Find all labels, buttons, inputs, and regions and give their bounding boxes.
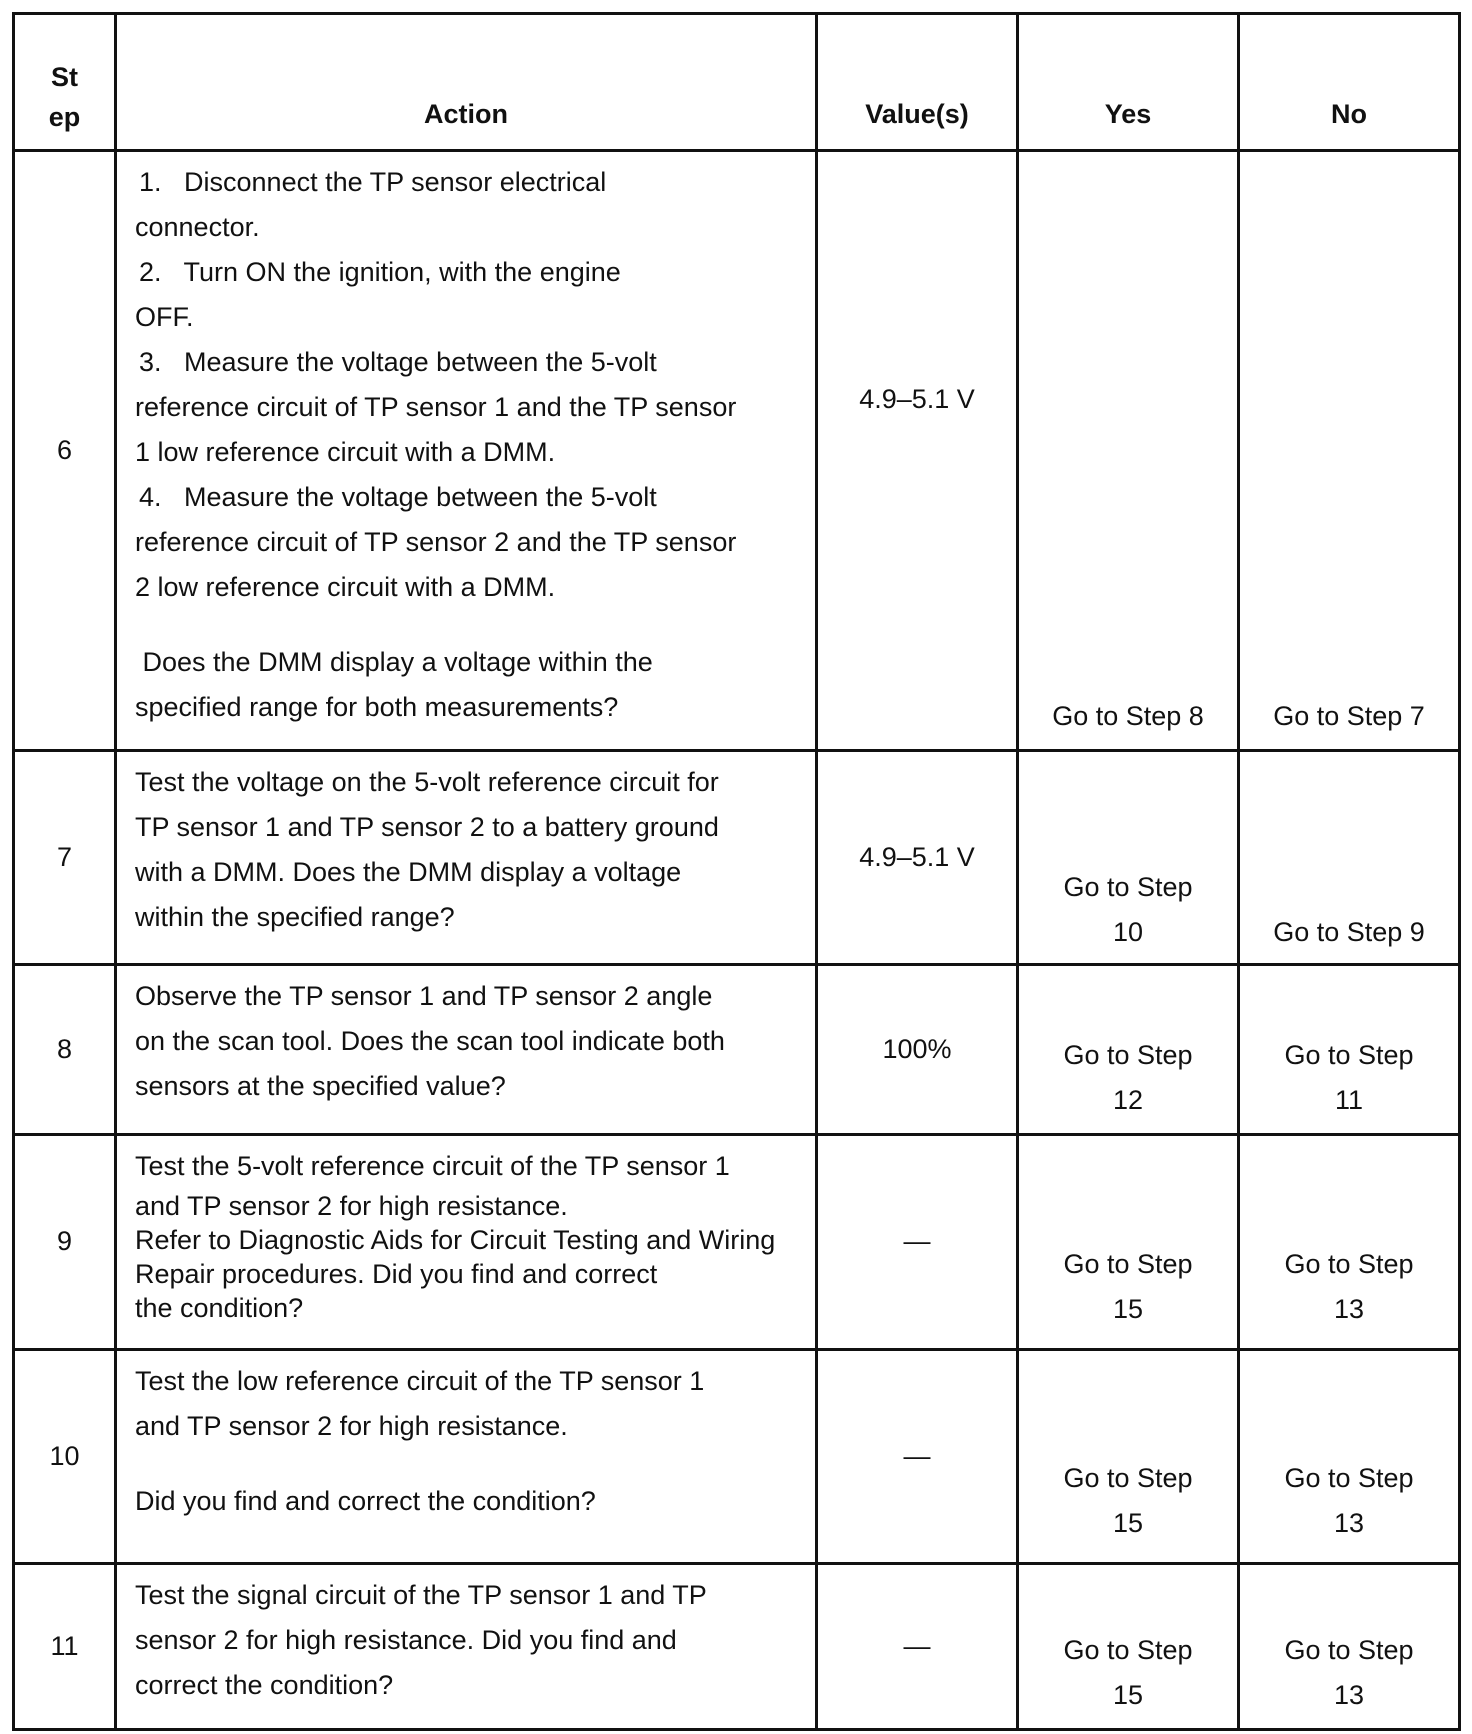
- action-line: Did you find and correct the condition?: [135, 1485, 596, 1516]
- yes-line: Go to Step: [1063, 1635, 1193, 1665]
- action-line: Observe the TP sensor 1 and TP sensor 2 angle: [135, 981, 713, 1012]
- action-cell: [116, 1349, 817, 1564]
- yes-cell: [1018, 1349, 1239, 1564]
- yes-line: 10: [1112, 917, 1144, 948]
- yes-line: 15: [1112, 1293, 1144, 1324]
- no-line: Go to Step: [1284, 1635, 1414, 1665]
- action-line: Repair procedures. Did you find and correct: [135, 1259, 658, 1290]
- header-action: Action: [116, 14, 817, 151]
- action-line: and TP sensor 2 for high resistance.: [135, 1191, 568, 1222]
- action-line: and TP sensor 2 for high resistance.: [135, 1410, 568, 1441]
- table-row-step-6: [14, 150, 1460, 750]
- table-row-step-8: [14, 965, 1460, 1135]
- no-cell: [1239, 965, 1460, 1135]
- action-line: reference circuit of TP sensor 1 and the TP sensor: [135, 391, 737, 422]
- value-cell: 4.9–5.1 V: [817, 750, 1018, 965]
- action-line: 1 low reference circuit with a DMM.: [135, 436, 556, 467]
- step-number: 10: [14, 1349, 116, 1564]
- action-line: on the scan tool. Does the scan tool indicate both: [135, 1026, 725, 1057]
- action-line: within the specified range?: [135, 901, 455, 932]
- action-line: connector.: [135, 211, 260, 242]
- yes-line: Go to Step: [1063, 872, 1193, 903]
- yes-cell: [1018, 750, 1239, 965]
- action-cell: [116, 965, 817, 1135]
- action-line: 3. Measure the voltage between the 5-volt: [139, 346, 657, 377]
- action-line: 4. Measure the voltage between the 5-volt: [139, 481, 657, 512]
- step-number: 6: [14, 150, 116, 750]
- yes-cell: [1018, 1135, 1239, 1350]
- no-line: 13: [1333, 1680, 1365, 1710]
- no-cell: [1239, 1349, 1460, 1564]
- action-line: Refer to Diagnostic Aids for Circuit Testing and Wiring: [135, 1225, 776, 1256]
- step-number: 9: [14, 1135, 116, 1350]
- action-line: OFF.: [135, 301, 194, 332]
- action-line: 2. Turn ON the ignition, with the engine: [139, 256, 621, 287]
- action-line: with a DMM. Does the DMM display a voltage: [135, 856, 682, 887]
- no-line: 11: [1334, 1085, 1364, 1116]
- no-line: Go to Step: [1284, 1248, 1414, 1279]
- action-line: specified range for both measurements?: [135, 691, 619, 722]
- no-line: Go to Step: [1284, 1040, 1414, 1071]
- header-yes: Yes: [1018, 14, 1239, 151]
- action-line: sensors at the specified value?: [135, 1071, 506, 1102]
- yes-line: Go to Step: [1063, 1248, 1193, 1279]
- action-line: reference circuit of TP sensor 2 and the TP sensor: [135, 526, 737, 557]
- no-cell: [1239, 1135, 1460, 1350]
- action-line: Test the voltage on the 5-volt reference circuit for: [135, 766, 719, 797]
- yes-line: Go to Step: [1063, 1040, 1193, 1071]
- no-line: 13: [1333, 1293, 1365, 1324]
- header-no: No: [1239, 14, 1460, 151]
- yes-line: 15: [1112, 1508, 1144, 1539]
- no-line: 13: [1333, 1508, 1365, 1539]
- header-values: Value(s): [817, 14, 1018, 151]
- action-line: sensor 2 for high resistance. Did you find and: [135, 1625, 677, 1656]
- yes-line: 12: [1112, 1085, 1144, 1116]
- step-number: 7: [14, 750, 116, 965]
- header-step-line2: ep: [48, 101, 81, 132]
- yes-line: 15: [1112, 1680, 1144, 1710]
- value-cell: —: [817, 1564, 1018, 1730]
- table-row-step-9: [14, 1135, 1460, 1350]
- header-step-line1: St: [51, 61, 78, 92]
- no-line: Go to Step: [1284, 1463, 1414, 1494]
- value-cell: —: [817, 1349, 1018, 1564]
- action-line: Test the 5-volt reference circuit of the TP sensor 1: [135, 1151, 730, 1182]
- action-cell: [116, 150, 817, 750]
- table-row-step-7: [14, 750, 1460, 965]
- action-line: the condition?: [135, 1293, 304, 1324]
- no-cell: Go to Step 9: [1239, 750, 1460, 965]
- no-cell: Go to Step 7: [1239, 150, 1460, 750]
- value-cell: —: [817, 1135, 1018, 1350]
- header-row: [14, 14, 1460, 151]
- header-step: [14, 14, 116, 151]
- no-cell: [1239, 1564, 1460, 1730]
- yes-cell: [1018, 1564, 1239, 1730]
- action-line: 2 low reference circuit with a DMM.: [135, 571, 556, 602]
- diagnostic-table: [12, 12, 1461, 1731]
- yes-cell: [1018, 965, 1239, 1135]
- action-cell: [116, 1135, 817, 1350]
- action-cell: [116, 1564, 817, 1730]
- action-cell: [116, 750, 817, 965]
- step-number: 8: [14, 965, 116, 1135]
- value-cell: 4.9–5.1 V: [817, 150, 1018, 750]
- action-line: Does the DMM display a voltage within the: [135, 646, 653, 677]
- value-cell: 100%: [817, 965, 1018, 1135]
- yes-line: Go to Step: [1063, 1463, 1193, 1494]
- step-number: 11: [14, 1564, 116, 1730]
- table-row-step-11: [14, 1564, 1460, 1730]
- action-line: Test the low reference circuit of the TP sensor 1: [135, 1365, 705, 1396]
- action-line: TP sensor 1 and TP sensor 2 to a battery ground: [135, 811, 719, 842]
- action-line: 1. Disconnect the TP sensor electrical: [139, 166, 607, 197]
- yes-cell: Go to Step 8: [1018, 150, 1239, 750]
- action-line: correct the condition?: [135, 1670, 394, 1701]
- table-row-step-10: [14, 1349, 1460, 1564]
- action-line: Test the signal circuit of the TP sensor 1 and TP: [135, 1580, 707, 1611]
